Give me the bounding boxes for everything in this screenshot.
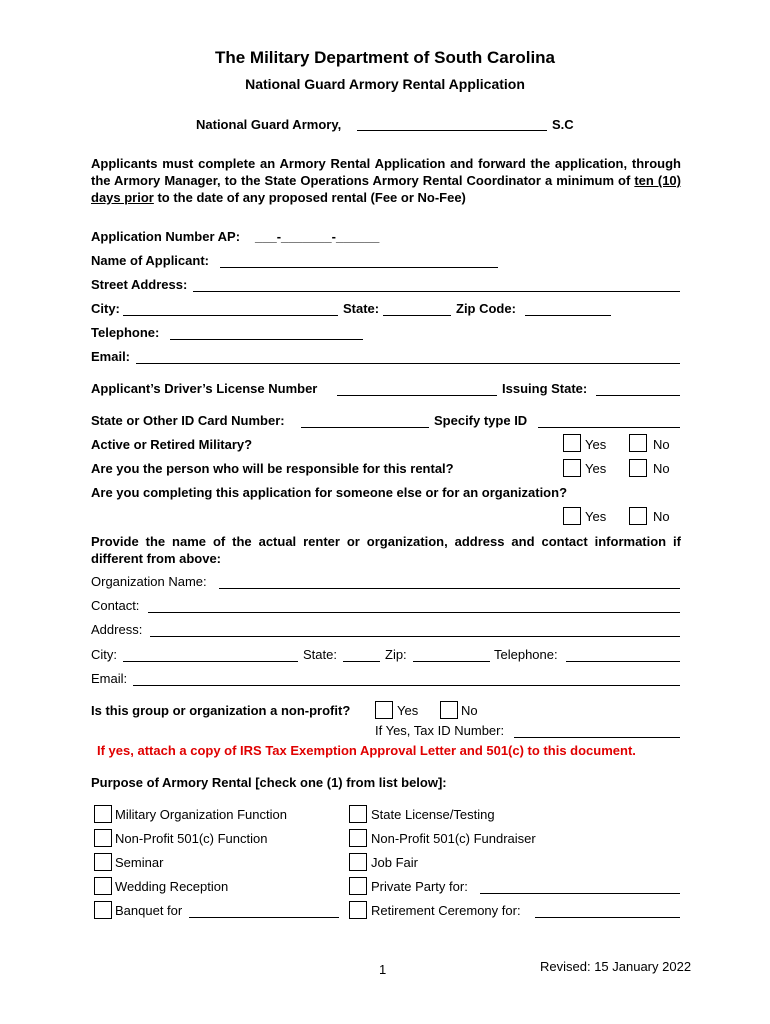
nonprofit-no-label: No [461,703,478,718]
banquet-for-field[interactable] [189,917,339,918]
responsible-question: Are you the person who will be responsible for this rental? [91,461,454,476]
city-field[interactable] [123,315,338,316]
org-zip-field[interactable] [413,661,490,662]
nonprofit-yes-checkbox[interactable] [375,701,393,719]
telephone-field[interactable] [170,339,363,340]
org-city-label: City: [91,647,117,662]
id-card-label: State or Other ID Card Number: [91,413,285,428]
app-number-label: Application Number AP: [91,229,241,244]
purpose-option-label: Non-Profit 501(c) Function [115,831,268,846]
org-zip-label: Zip: [385,647,407,662]
intro-text-1: Applicants must complete an Armory Rental Application and forward the application, through the Armory Manager, to the State Operations Armory Rental Coordinator a minimum of [91,156,681,188]
purpose-seminar-checkbox[interactable] [94,853,112,871]
purpose-option-label: Non-Profit 501(c) Fundraiser [371,831,536,846]
purpose-military-checkbox[interactable] [94,805,112,823]
nonprofit-question: Is this group or organization a non-profit? [91,703,351,718]
applicant-name-field[interactable] [220,267,498,268]
zip-code-field[interactable] [525,315,611,316]
id-card-field[interactable] [301,427,429,428]
page-number: 1 [379,962,387,977]
armory-label: National Guard Armory, [196,117,342,132]
org-email-label: Email: [91,671,128,686]
city-label: City: [91,301,120,316]
contact-label: Contact: [91,598,140,613]
military-yes-checkbox[interactable] [563,434,581,452]
telephone-label: Telephone: [91,325,160,340]
purpose-heading: Purpose of Armory Rental [check one (1) from list below]: [91,775,447,790]
org-address-label: Address: [91,622,143,637]
org-address-field[interactable] [150,636,680,637]
page-title: The Military Department of South Carolina [214,48,556,67]
responsible-yes-checkbox[interactable] [563,459,581,477]
page-subtitle: National Guard Armory Rental Application [245,76,525,92]
contact-field[interactable] [148,612,680,613]
zip-code-label: Zip Code: [456,301,516,316]
military-yes-label: Yes [585,437,607,452]
street-address-field[interactable] [193,291,680,292]
purpose-option-label: State License/Testing [371,807,495,822]
private-party-field[interactable] [480,893,680,894]
on-behalf-no-label: No [653,509,670,524]
nonprofit-no-checkbox[interactable] [440,701,458,719]
intro-deadline: ten (10) days prior [91,173,681,205]
purpose-option-label: Wedding Reception [115,879,229,894]
org-telephone-field[interactable] [566,661,680,662]
street-address-label: Street Address: [91,277,188,292]
responsible-no-label: No [653,461,670,476]
state-field[interactable] [383,315,451,316]
purpose-retirement-checkbox[interactable] [349,901,367,919]
purpose-license-testing-checkbox[interactable] [349,805,367,823]
org-name-label: Organization Name: [91,574,207,589]
purpose-job-fair-checkbox[interactable] [349,853,367,871]
on-behalf-yes-label: Yes [585,509,607,524]
purpose-option-label: Retirement Ceremony for: [371,903,521,918]
purpose-option-label: Banquet for [115,903,183,918]
irs-notice: If yes, attach a copy of IRS Tax Exemption Approval Letter and 501(c) to this document. [97,743,636,758]
responsible-no-checkbox[interactable] [629,459,647,477]
purpose-private-party-checkbox[interactable] [349,877,367,895]
applicant-name-label: Name of Applicant: [91,253,209,268]
armory-name-field[interactable] [357,130,547,131]
email-label: Email: [91,349,131,364]
tax-id-field[interactable] [514,737,680,738]
specify-type-field[interactable] [538,427,680,428]
purpose-option-label: Private Party for: [371,879,468,894]
issuing-state-field[interactable] [596,395,680,396]
purpose-nonprofit-fundraiser-checkbox[interactable] [349,829,367,847]
drivers-license-field[interactable] [337,395,497,396]
org-state-field[interactable] [343,661,380,662]
intro-text-2: to the date of any proposed rental (Fee or No-Fee) [153,190,466,205]
on-behalf-yes-checkbox[interactable] [563,507,581,525]
revision-date: Revised: 15 January 2022 [540,959,692,974]
nonprofit-yes-label: Yes [397,703,419,718]
issuing-state-label: Issuing State: [502,381,588,396]
org-telephone-label: Telephone: [494,647,558,662]
purpose-option-label: Seminar [115,855,164,870]
retirement-ceremony-field[interactable] [535,917,680,918]
military-no-checkbox[interactable] [629,434,647,452]
military-question: Active or Retired Military? [91,437,253,452]
purpose-wedding-checkbox[interactable] [94,877,112,895]
org-state-label: State: [303,647,337,662]
org-name-field[interactable] [219,588,680,589]
purpose-option-label: Military Organization Function [115,807,287,822]
on-behalf-no-checkbox[interactable] [629,507,647,525]
organization-instruction: Provide the name of the actual renter or organization, address and contact information if different from above: [91,534,681,566]
app-number-field[interactable]: ___-_______-______ [255,229,380,244]
on-behalf-question: Are you completing this application for someone else or for an organization? [91,485,568,500]
purpose-option-label: Job Fair [371,855,418,870]
armory-state-suffix: S.C [552,117,574,132]
email-field[interactable] [136,363,680,364]
responsible-yes-label: Yes [585,461,607,476]
specify-type-label: Specify type ID [434,413,528,428]
purpose-banquet-checkbox[interactable] [94,901,112,919]
tax-id-label: If Yes, Tax ID Number: [375,723,505,738]
state-label: State: [343,301,380,316]
military-no-label: No [653,437,670,452]
org-city-field[interactable] [123,661,298,662]
org-email-field[interactable] [133,685,680,686]
drivers-license-label: Applicant’s Driver’s License Number [91,381,318,396]
purpose-nonprofit-function-checkbox[interactable] [94,829,112,847]
intro-paragraph [91,155,681,206]
